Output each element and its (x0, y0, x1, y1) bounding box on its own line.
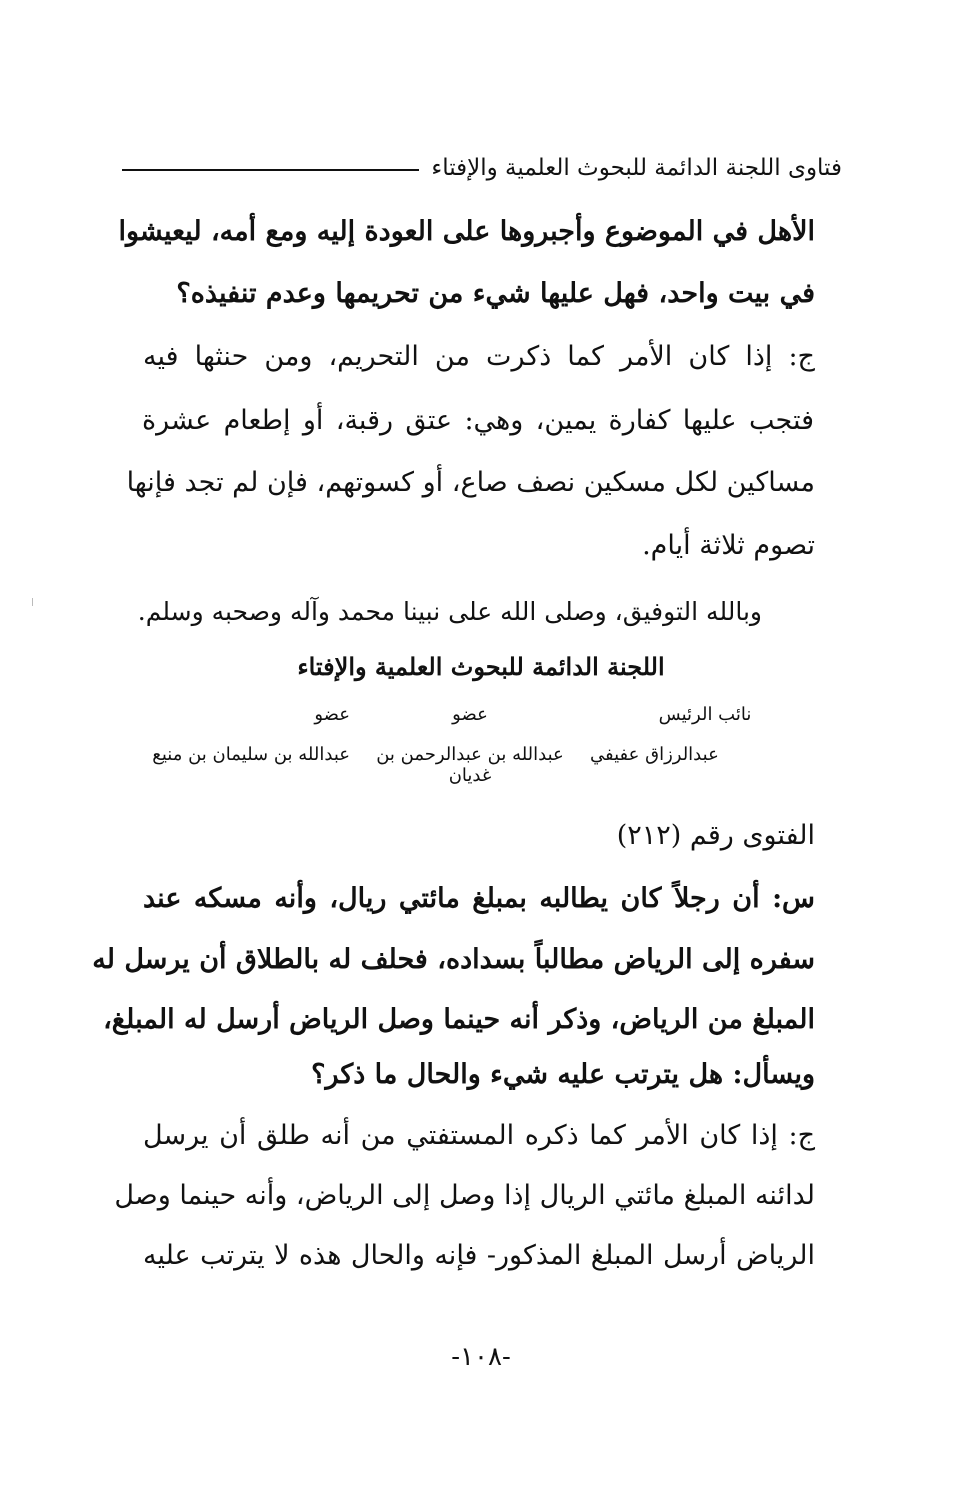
answer1-line-3: مساكين لكل مسكين نصف صاع، أو كسوتهم، فإن لم تجد فإنها (126, 467, 815, 498)
fatwa-number: الفتوى رقم (٢١٢) (616, 820, 815, 851)
question2-line-4: ويسأل: هل يترتب عليه شيء والحال ما ذكر؟ (311, 1059, 815, 1090)
signatory-title-2: عضو (452, 704, 488, 725)
question-line-2: في بيت واحد، فهل عليها شيء من تحريمها وعدم تنفيذه؟ (176, 278, 815, 309)
signatory-title-3: نائب الرئيس (658, 704, 752, 725)
answer2-line-1: ج: إذا كان الأمر كما ذكره المستفتي من أنه طلق أن يرسل (143, 1120, 815, 1151)
question-line-1: الأهل في الموضوع وأجبروها على العودة إليه ومع أمه، ليعيشوا (118, 216, 815, 247)
signatory-titles-row (120, 704, 820, 725)
answer2-line-3: الرياض أرسل المبلغ المذكور- فإنه والحال هذه لا يترتب عليه (143, 1240, 815, 1271)
answer1-line-1: ج: إذا كان الأمر كما ذكرت من التحريم، ومن حنثها فيه (143, 341, 815, 372)
page-number: -١٠٨- (451, 1342, 511, 1372)
committee-name: اللجنة الدائمة للبحوث العلمية والإفتاء (297, 652, 665, 681)
scan-edge-mark (32, 598, 33, 606)
signatory-name-3: عبدالرزاق عفيفي (590, 744, 719, 765)
answer2-line-2: لدائنه المبلغ مائتي الريال إذا وصل إلى الرياض، وأنه حينما وصل (114, 1180, 815, 1211)
running-header (122, 148, 842, 188)
signatory-names-row (120, 744, 820, 786)
question2-line-3: المبلغ من الرياض، وذكر أنه حينما وصل الرياض أرسل له المبلغ، (103, 1004, 815, 1035)
answer1-line-4: تصوم ثلاثة أيام. (642, 530, 815, 561)
question2-line-2: سفره إلى الرياض مطالباً بسداده، فحلف له بالطلاق أن يرسل له (92, 944, 815, 975)
closing-formula: وبالله التوفيق، وصلى الله على نبينا محمد وآله وصحبه وسلم. (137, 597, 762, 626)
signatory-title-1: عضو (314, 704, 350, 725)
header-rule (122, 169, 419, 171)
question2-line-1: س: أن رجلاً كان يطالبه بمبلغ مائتي ريال، وأنه مسكه عند (143, 883, 815, 914)
signatory-name-1: عبدالله بن سليمان بن منيع (152, 744, 350, 765)
running-header-title: فتاوى اللجنة الدائمة للبحوث العلمية والإفتاء (431, 155, 842, 181)
answer1-line-2: فتجب عليها كفارة يمين، وهي: عتق رقبة، أو إطعام عشرة (142, 405, 814, 436)
signatory-name-2: عبدالله بن عبدالرحمن بن غديان (376, 744, 564, 786)
